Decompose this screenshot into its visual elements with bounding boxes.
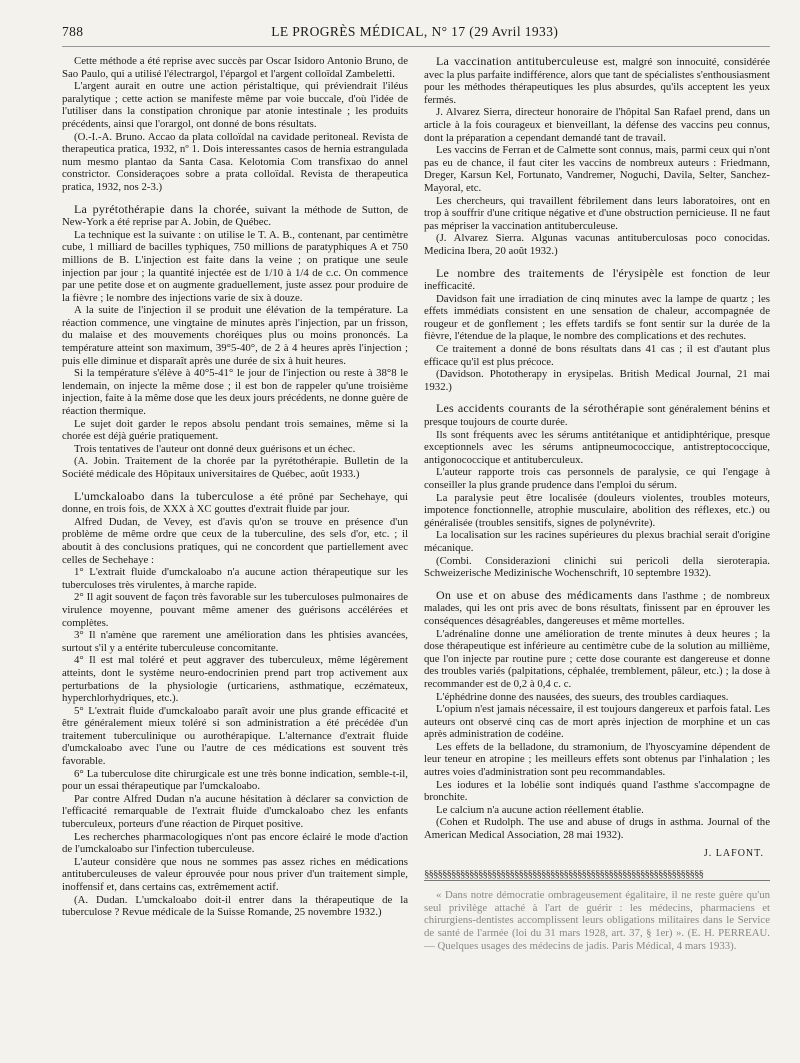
- paragraph: Les iodures et la lobélie sont indiqués quand l'asthme s'accompagne de bronchite.: [424, 778, 770, 804]
- paragraph: [424, 589, 770, 628]
- footnote-text: « Dans notre démocratie ombrageusement égalitaire, il ne reste guère qu'un seul privilège attaché à l'art de guérir : les médecins, pharmaciens et chirurgiens-dentistes accomplissent leurs obligations militaires dans le Service de santé de l'armée (loi du 31 mars 1928, art. 37, § 1er) ». (E. H. PERREAU. — Quelques usages des médecins de jadis. Paris Médical, 4 mars 1933).: [424, 889, 770, 952]
- paragraph: [62, 203, 408, 229]
- lead-text: dans l'asthme ; de nombreux malades, qui les ont pris avec de bons résultats, finissent par en éprouver les conséquences désagréables, dangereuses et même mortelles.: [424, 589, 770, 627]
- ornamental-divider: §§§§§§§§§§§§§§§§§§§§§§§§§§§§§§§§§§§§§§§§§§§§§§§§§§§§§§§§§§§§§§: [424, 868, 770, 881]
- paragraph: Le sujet doit garder le repos absolu pendant trois semaines, même si la chorée est déjà guérie pratiquement.: [62, 417, 408, 443]
- reference: (O.-I.-A. Bruno. Accao da plata colloïdal na cavidade peritoneal. Revista de therapeutica pratica, 1932, nº 1. Dois interessantes casos de hernia estrangulada num mesmo plantao da Santa Casa. Kelotomia Com transfixao do annel constrictor. Consideraçoes sobre a prata colloïdal. Revista de therapeutica pratica, 1932, nos 2-3.): [62, 130, 408, 193]
- paragraph: Le calcium n'a aucune action réellement établie.: [436, 803, 644, 816]
- article-asthma-drugs: [424, 589, 770, 860]
- paragraph: [424, 55, 770, 106]
- article-umckaloabo: [62, 490, 408, 919]
- paragraph: L'éphédrine donne des nausées, des sueurs, des troubles cardiaques.: [436, 690, 729, 703]
- text-columns: [62, 55, 770, 1060]
- reference: (A. Dudan. L'umckaloabo doit-il entrer dans la thérapeutique de la tuberculose ? Revue médicale de la Suisse Romande, 25 novembre 1932.): [62, 893, 408, 919]
- paragraph: Si la température s'élève à 40°5-41° le jour de l'injection ou reste à 38°8 le lendemain, on injecte la même dose ; il est bon de rappeler qu'une troisième injection, faite à la même dose que les deux jours précédents, ne donne guère de réaction thermique.: [62, 367, 408, 418]
- paragraph: La localisation sur les racines supérieures du plexus brachial serait d'origine mécanique.: [424, 529, 770, 554]
- article-heading: La vaccination antituberculeuse: [436, 55, 599, 68]
- paragraph: Alfred Dudan, de Vevey, est d'avis qu'on se trouve en présence d'un problème de même ordre que ceux de la tuberculine, des sels d'or, etc. ; il aboutit à des conclusions pratiques, qui ne concordent que partiellement avec celles de Sechehaye :: [62, 515, 408, 566]
- running-head: [62, 24, 770, 47]
- article-erysipelas: [424, 267, 770, 394]
- article-vaccination: [424, 55, 770, 258]
- author-signature: J. LAFONT.: [703, 847, 764, 859]
- paragraph: [62, 490, 408, 516]
- paragraph: Les chercheurs, qui travaillent fébrilement dans leurs laboratoires, ont en trop à souffrir d'une critique négative et d'une obstruction pernicieuse. Il ne faut pas mépriser la vaccination antituberculeuse.: [424, 194, 770, 232]
- paragraph: Les recherches pharmacologiques n'ont pas encore éclairé le mode d'action de l'umckaloabo sur l'infection tuberculeuse.: [62, 830, 408, 856]
- right-column: [424, 55, 770, 1060]
- lead-text: est fonction de leur inefficacité.: [424, 267, 770, 293]
- lead-text: est, malgré son innocuité, considérée avec la plus parfaite indifférence, alors que tant de spécialistes s'enthousiasment pour les méthodes thérapeutiques les plus absurdes, qu'ils acceptent les yeux fermés.: [424, 56, 770, 106]
- paragraph: L'auteur considère que nous ne sommes pas assez riches en médications antituberculeuses de valeur éprouvée pour nous priver d'un traitement simple, inoffensif et, dans certains cas, extrêmement actif.: [62, 855, 408, 893]
- list-item: 6° La tuberculose dite chirurgicale est une très bonne indication, semble-t-il, pour un essai thérapeutique par l'umckaloabo.: [62, 767, 408, 793]
- list-item: 2° Il agit souvent de façon très favorable sur les tuberculoses pulmonaires de virulence moyenne, pouvant même amener des guérisons accélérées et complètes.: [62, 591, 408, 629]
- lead-text: a été prôné par Sechehaye, qui donne, en trois fois, de XXX à XC gouttes d'extrait fluide par jour.: [62, 490, 408, 516]
- paragraph: Ils sont fréquents avec les sérums antitétanique et antidiphtérique, presque exceptionnels avec les sérums antipneumococcique, antistreptococcique, antigonococcique et antituberculeux.: [424, 428, 770, 466]
- paragraph: A la suite de l'injection il se produit une élévation de la température. La réaction commence, une vingtaine de minutes après l'injection, par un frisson, du malaise et des mouvements choréiques plus ou moins prononcés. La température atteint son maximum, 39°5-40°, de 2 à 4 heures après l'injection ; puis elle diminue et disparaît après une durée de six à huit heures.: [62, 304, 408, 367]
- article-silver-colloid: [62, 55, 408, 194]
- lead-text: sont généralement bénins et presque toujours de courte durée.: [424, 403, 770, 429]
- list-item: 3° Il n'amène que rarement une amélioration dans les phtisies avancées, surtout s'il y a entérite tuberculeuse concomitante.: [62, 629, 408, 654]
- paragraph: Les effets de la belladone, du stramonium, de l'hyoscyamine dépendent de leur teneur en atropine ; les meilleurs effets sont obtenus par l'inhalation ; les autres voies d'administration sont peu recommandables.: [424, 740, 770, 779]
- paragraph: Cette méthode a été reprise avec succès par Oscar Isidoro Antonio Bruno, de Sao Paulo, qui a utilisé l'électrargol, l'épargol et l'argent colloïdal Zambeletti.: [62, 55, 408, 80]
- article-heading: On use et on abuse des médicaments: [436, 587, 633, 602]
- left-column: [62, 55, 408, 1060]
- reference: (Combi. Considerazioni clinichi sui pericoli della sieroterapia. Schweizerische Medizinische Wochenschrift, 10 septembre 1932).: [424, 554, 770, 580]
- paragraph: Ce traitement a donné de bons résultats dans 41 cas ; il est d'autant plus efficace qu'il est plus précoce.: [424, 343, 770, 368]
- lead-text: suivant la méthode de Sutton, de New-York a été reprise par A. Jobin, de Québec.: [62, 203, 408, 229]
- reference: (Cohen et Rudolph. The use and abuse of drugs in asthma. Journal of the American Medical Association, 28 mai 1932).: [424, 816, 770, 842]
- paragraph: [424, 402, 770, 428]
- paragraph: L'auteur rapporte trois cas personnels de paralysie, ce qui l'engage à conseiller la plus grande prudence dans l'emploi du sérum.: [424, 466, 770, 491]
- footnote: [424, 889, 770, 952]
- article-heading: L'umckaloabo dans la tuberculose: [74, 488, 254, 503]
- paragraph: Par contre Alfred Dudan n'a aucune hésitation à déclarer sa conviction de l'efficacité remarquable de l'extrait fluide d'umckaloabo chez les enfants tuberculeux, porteurs d'une réaction de Pirquet positive.: [62, 792, 408, 831]
- paragraph: La paralysie peut être localisée (douleurs violentes, troubles moteurs, impotence fonctionnelle, atrophie musculaire, abolition des réflexes, etc.) ou généralisée (troubles sensitifs, signes de polynévrite).: [424, 491, 770, 529]
- paragraph: Les vaccins de Ferran et de Calmette sont connus, mais, parmi ceux qui n'ont pas eu de chance, il faut citer les vaccins de nombreux auteurs : Friedmann, Dreger, Karsun Kel, Fortunato, Vandremer, Noguchi, Davila, Selter, Sanchez-Mayoral, etc.: [424, 144, 770, 194]
- list-item: 1° L'extrait fluide d'umckaloabo n'a aucune action thérapeutique sur les tuberculoses très virulentes, à marche rapide.: [62, 566, 408, 591]
- paragraph: L'argent aurait en outre une action péristaltique, qui préviendrait l'iléus paralytique ; cette action se manifeste même par voie buccale, d'où l'idée de l'utiliser dans la constipation chronique par atonie intestinale ; les produits précédents, ainsi que l'orargol, ont donné de bons résultats.: [62, 80, 408, 130]
- reference: (A. Jobin. Traitement de la chorée par la pyrétothérapie. Bulletin de la Société médicale des Hôpitaux universitaires de Québec, août 1933.): [62, 455, 408, 480]
- list-item: 5° L'extrait fluide d'umckaloabo paraît avoir une plus grande efficacité et être généralement mieux toléré si son administration a été précédée d'un traitement tuberculinique ou aurothérapique. L'alternance d'extrait fluide d'umckaloabo avec l'une ou l'autre de ces médications est souvent très favorable.: [62, 704, 408, 768]
- page-number: 788: [62, 24, 84, 39]
- article-serotherapy: [424, 402, 770, 579]
- paragraph: [424, 267, 770, 293]
- list-item: 4° Il est mal toléré et peut aggraver des tuberculeux, même légèrement atteints, dont le système neuro-endocrinien prend part trop activement aux perturbations de la physiologie (urticariens, asthmatique, eczémateux, hyperchlorhydriques, etc.).: [62, 654, 408, 705]
- journal-title: LE PROGRÈS MÉDICAL, N° 17 (29 Avril 1933): [271, 24, 559, 39]
- paragraph: Trois tentatives de l'auteur ont donné deux guérisons et un échec.: [74, 442, 356, 455]
- paragraph: L'opium n'est jamais nécessaire, il est toujours dangereux et parfois fatal. Les auteurs ont observé cinq cas de mort après injection de morphine et un cas après administration de codéine.: [424, 703, 770, 741]
- article-heading: Le nombre des traitements de l'érysipèle: [436, 265, 664, 280]
- article-heading: Les accidents courants de la sérothérapie: [436, 401, 645, 416]
- paragraph: Davidson fait une irradiation de cinq minutes avec la lampe de quartz ; les effets immédiats consistent en une sensation de chaleur, accompagnée de rougeur et de gonflement ; les effets tardifs se font sentir sur la durée de la fièvre, l'étendue de la plaque, le nombre des complications et des rechutes.: [424, 292, 770, 343]
- paragraph: J. Alvarez Sierra, directeur honoraire de l'hôpital San Rafael prend, dans un article à la fois courageux et bienveillant, la défense des vaccins peu connus, dont la préparation a cependant demandé tant de travail.: [424, 106, 770, 144]
- paragraph: L'adrénaline donne une amélioration de trente minutes à deux heures ; la dose thérapeutique est inférieure au centimètre cube de la solution au millième, que l'on injecte par routine pure ; cette dose courante est dangereuse et donne des troubles variés (palpitations, céphalée, tremblement, pâleur, etc.) ; la dose à recommander est de 0,2 à 0,4 c. c.: [424, 627, 770, 690]
- reference: (J. Alvarez Sierra. Algunas vacunas antituberculosas poco conocidas. Medicina Ibera, 20 août 1932.): [424, 232, 770, 257]
- reference: (Davidson. Phototherapy in erysipelas. British Medical Journal, 21 mai 1932.): [424, 368, 770, 393]
- paragraph: La technique est la suivante : on utilise le T. A. B., contenant, par centimètre cube, 1 milliard de bacilles typhiques, 750 millions de paratyphiques A et 750 millions de B. L'injection est faite dans la veine ; on pratique une seule injection par jour ; la quantité injectée est de 1/10 à 1/4 de c.c. On commence par une petite dose et on augmente graduellement, juste assez pour produire de la fièvre ; le nombre des injections varie de six à douze.: [62, 228, 408, 304]
- article-pyretotherapy: [62, 203, 408, 481]
- article-heading: La pyrétothérapie dans la chorée,: [74, 201, 250, 216]
